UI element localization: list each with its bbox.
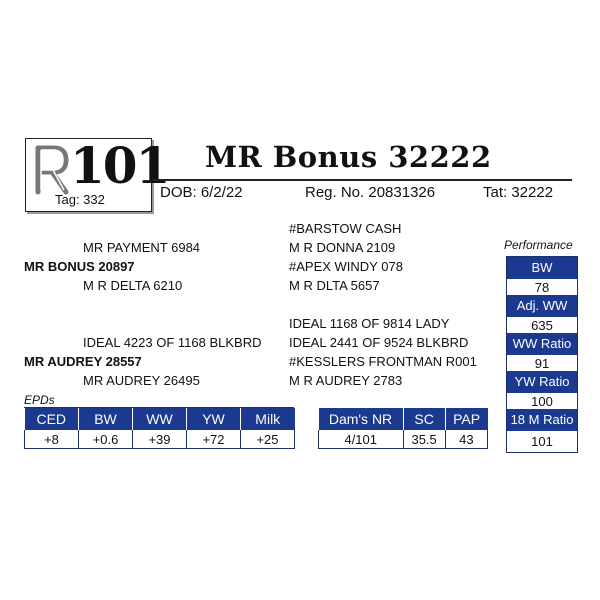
dam-stats-table <box>318 408 488 449</box>
pedigree-dam-dam-sire: #KESSLERS FRONTMAN R001 <box>289 354 477 369</box>
title-divider <box>152 179 572 181</box>
lot-number: 101 <box>70 136 169 195</box>
pedigree-dam-dam: MR AUDREY 26495 <box>83 373 200 388</box>
perf-value-18m-ratio: 101 <box>531 434 553 449</box>
perf-value-adj-ww: 635 <box>507 318 577 333</box>
perf-value-ww-ratio: 91 <box>507 356 577 371</box>
pedigree-dam-sire-dam: IDEAL 2441 OF 9524 BLKBRD <box>289 335 469 350</box>
pedigree-dam: MR AUDREY 28557 <box>24 354 142 369</box>
registration-number: Reg. No. 20831326 <box>305 184 436 201</box>
performance-panel <box>506 256 578 453</box>
perf-value-yw-ratio: 100 <box>507 394 577 409</box>
epd-value-yw: +72 <box>187 430 241 449</box>
epd-header-yw: YW <box>187 408 241 430</box>
perf-label-bw: BW <box>507 257 577 280</box>
pedigree-sire-sire-dam: M R DONNA 2109 <box>289 240 396 255</box>
epd-header-milk: Milk <box>241 408 295 430</box>
epd-header-ced: CED <box>25 408 79 430</box>
dam-stats-header-sc: SC <box>403 408 445 430</box>
dob-text: DOB: 6/2/22 <box>160 184 243 201</box>
epd-header-ww: WW <box>133 408 187 430</box>
pedigree-dam-dam-dam: M R AUDREY 2783 <box>289 373 403 388</box>
pedigree-sire-sire: MR PAYMENT 6984 <box>83 240 201 255</box>
animal-name-title: MR Bonus 32222 <box>205 140 492 174</box>
epd-header-bw: BW <box>79 408 133 430</box>
epd-table <box>24 408 295 449</box>
pedigree-sire-sire-sire: #BARSTOW CASH <box>289 221 402 236</box>
perf-label-ww-ratio: WW Ratio <box>507 333 577 356</box>
epd-value-bw: +0.6 <box>79 430 133 449</box>
perf-label-18m-ratio: 18 M Ratio <box>507 409 577 432</box>
pedigree-sire-dam-sire: #APEX WINDY 078 <box>289 259 403 274</box>
tattoo-text: Tat: 32222 <box>483 184 554 201</box>
pedigree-sire: MR BONUS 20897 <box>24 259 135 274</box>
perf-label-adj-ww: Adj. WW <box>507 295 577 318</box>
dam-stats-value-sc: 35.5 <box>403 430 445 449</box>
ranch-logo-icon <box>32 144 72 196</box>
epd-value-ced: +8 <box>25 430 79 449</box>
dam-stats-header-nr: Dam's NR <box>319 408 404 430</box>
tag-number: Tag: 332 <box>55 192 105 207</box>
epd-value-milk: +25 <box>241 430 295 449</box>
pedigree-sire-dam: M R DELTA 6210 <box>83 278 183 293</box>
perf-label-yw-ratio: YW Ratio <box>507 371 577 394</box>
pedigree-dam-sire: IDEAL 4223 OF 1168 BLKBRD <box>83 335 262 350</box>
dam-stats-value-pap: 43 <box>445 430 487 449</box>
epds-title: EPDs <box>24 393 55 407</box>
dam-stats-value-nr: 4/101 <box>319 430 404 449</box>
dam-stats-header-pap: PAP <box>445 408 487 430</box>
performance-title: Performance <box>504 238 573 252</box>
pedigree-sire-dam-dam: M R DLTA 5657 <box>289 278 380 293</box>
perf-value-bw: 78 <box>507 280 577 295</box>
epd-value-ww: +39 <box>133 430 187 449</box>
pedigree-dam-sire-sire: IDEAL 1168 OF 9814 LADY <box>289 316 450 331</box>
